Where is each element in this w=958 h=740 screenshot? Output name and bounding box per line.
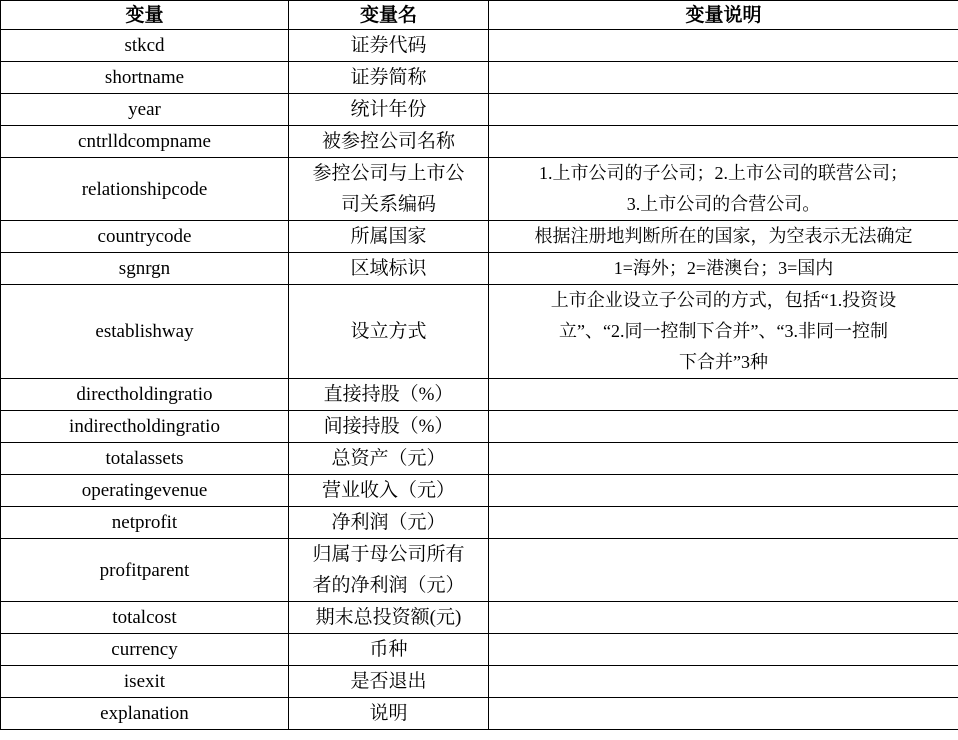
variable-description-cell — [489, 379, 958, 411]
variable-description-cell: 根据注册地判断所在的国家，为空表示无法确定 — [489, 221, 958, 253]
table-body — [1, 30, 958, 730]
variable-name-cell: 间接持股（%） — [289, 411, 489, 443]
variable-name-cell: 是否退出 — [289, 666, 489, 698]
table-header — [1, 1, 958, 30]
variable-description-cell — [489, 443, 958, 475]
variable-name-cell: 证券代码 — [289, 30, 489, 62]
variable-cell: countrycode — [1, 221, 289, 253]
variable-cell: explanation — [1, 698, 289, 730]
table-row — [1, 379, 958, 411]
table-row — [1, 507, 958, 539]
variable-cell: stkcd — [1, 30, 289, 62]
table-row — [1, 30, 958, 62]
variable-description-cell — [489, 62, 958, 94]
variable-name-cell: 设立方式 — [289, 285, 489, 379]
header-row — [1, 1, 958, 30]
variable-name-cell: 说明 — [289, 698, 489, 730]
variable-cell: currency — [1, 634, 289, 666]
variable-name-cell: 营业收入（元） — [289, 475, 489, 507]
table-row — [1, 634, 958, 666]
variable-description-cell: 上市企业设立子公司的方式，包括“1.投资设 立”、“2.同一控制下合并”、“3.非同一控制 下合并”3种 — [489, 285, 958, 379]
table-row — [1, 475, 958, 507]
table-row — [1, 158, 958, 221]
variable-description-cell: 1.上市公司的子公司；2.上市公司的联营公司； 3.上市公司的合营公司。 — [489, 158, 958, 221]
variable-cell: cntrlldcompname — [1, 126, 289, 158]
table-row — [1, 698, 958, 730]
variable-cell: isexit — [1, 666, 289, 698]
variable-cell: indirectholdingratio — [1, 411, 289, 443]
variable-name-cell: 归属于母公司所有 者的净利润（元） — [289, 539, 489, 602]
variable-name-cell: 参控公司与上市公 司关系编码 — [289, 158, 489, 221]
table-row — [1, 126, 958, 158]
variable-description-cell — [489, 507, 958, 539]
variable-description-cell — [489, 634, 958, 666]
table-row — [1, 602, 958, 634]
variable-cell: directholdingratio — [1, 379, 289, 411]
variable-description-cell — [489, 698, 958, 730]
variable-description-cell — [489, 30, 958, 62]
table-row — [1, 253, 958, 285]
variable-description-cell — [489, 475, 958, 507]
variable-cell: sgnrgn — [1, 253, 289, 285]
variable-name-cell: 证券简称 — [289, 62, 489, 94]
variable-description-cell — [489, 539, 958, 602]
variable-name-cell: 区域标识 — [289, 253, 489, 285]
variable-description-cell — [489, 411, 958, 443]
table-row — [1, 443, 958, 475]
table-row — [1, 666, 958, 698]
variable-cell: netprofit — [1, 507, 289, 539]
table-row — [1, 411, 958, 443]
variable-name-cell: 总资产（元） — [289, 443, 489, 475]
header-variable-name: 变量名 — [289, 1, 489, 30]
variable-name-cell: 净利润（元） — [289, 507, 489, 539]
variable-name-cell: 所属国家 — [289, 221, 489, 253]
variable-cell: shortname — [1, 62, 289, 94]
variable-name-cell: 币种 — [289, 634, 489, 666]
table-row — [1, 221, 958, 253]
header-variable: 变量 — [1, 1, 289, 30]
variable-description-cell — [489, 602, 958, 634]
table-row — [1, 62, 958, 94]
variable-description-cell — [489, 666, 958, 698]
variable-cell: relationshipcode — [1, 158, 289, 221]
table-row — [1, 94, 958, 126]
variable-name-cell: 被参控公司名称 — [289, 126, 489, 158]
variable-cell: operatingevenue — [1, 475, 289, 507]
header-variable-description: 变量说明 — [489, 1, 958, 30]
variable-cell: establishway — [1, 285, 289, 379]
variable-cell: totalassets — [1, 443, 289, 475]
variable-name-cell: 直接持股（%） — [289, 379, 489, 411]
variable-name-cell: 统计年份 — [289, 94, 489, 126]
variable-description-cell: 1=海外；2=港澳台；3=国内 — [489, 253, 958, 285]
variable-cell: totalcost — [1, 602, 289, 634]
variable-name-cell: 期末总投资额(元) — [289, 602, 489, 634]
table-row — [1, 285, 958, 379]
variable-description-cell — [489, 94, 958, 126]
variable-cell: profitparent — [1, 539, 289, 602]
variable-description-cell — [489, 126, 958, 158]
table-row — [1, 539, 958, 602]
variable-cell: year — [1, 94, 289, 126]
